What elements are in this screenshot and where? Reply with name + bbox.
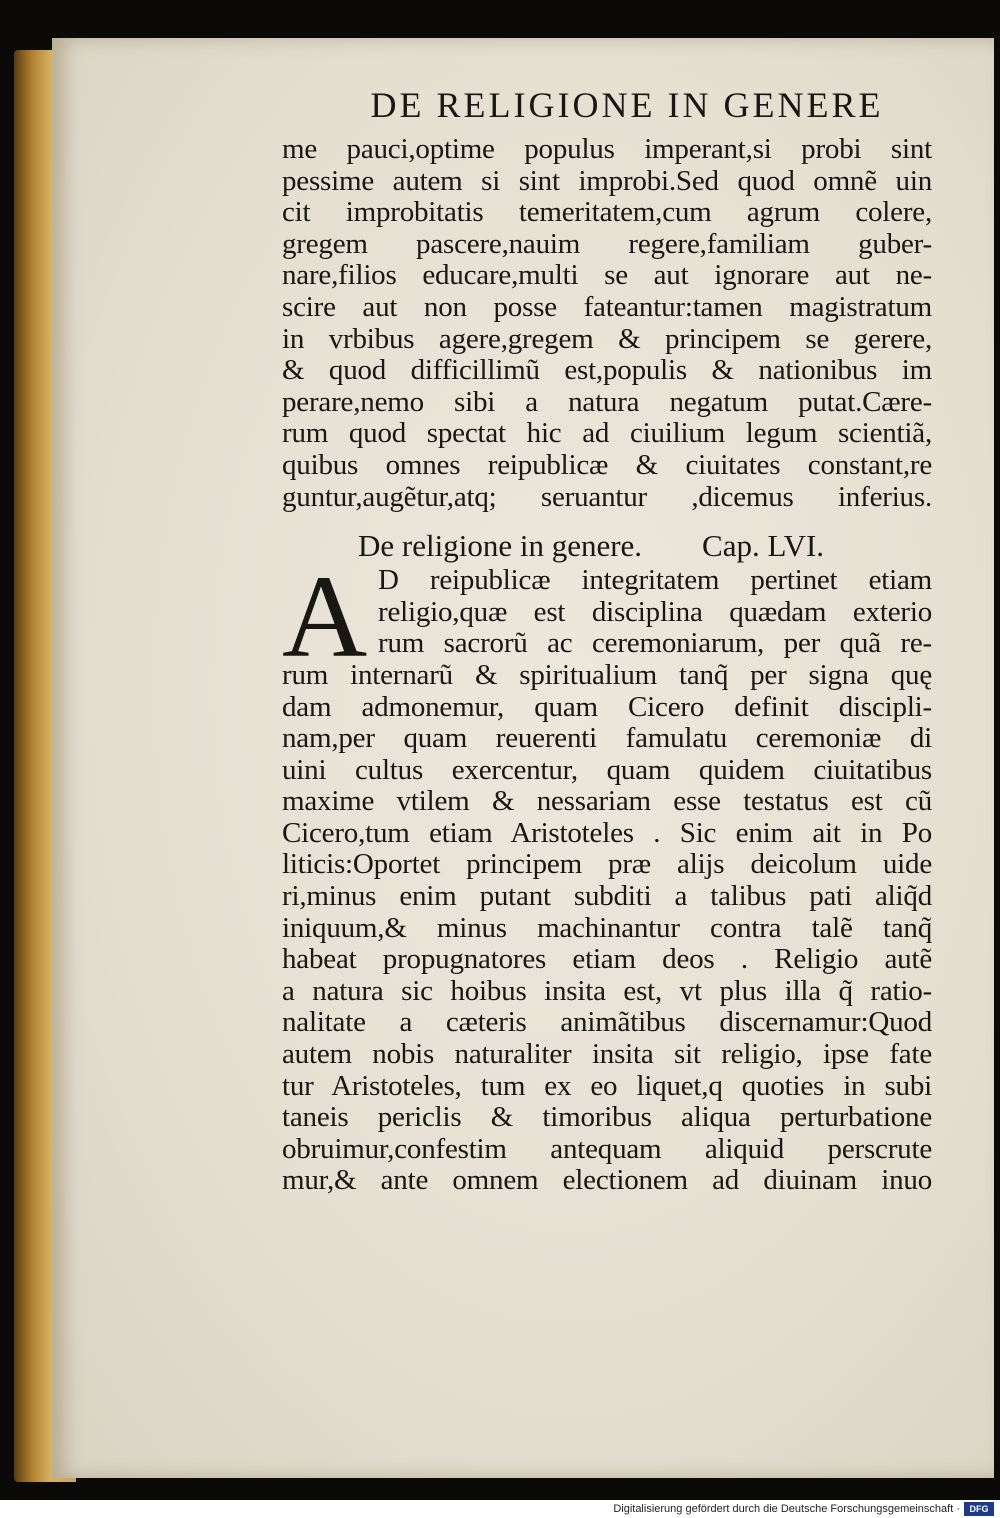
- running-head: DE RELIGIONE IN GENERE: [370, 85, 884, 125]
- text-line: taneis periclis & timoribus aliqua perturbatione: [282, 1101, 932, 1134]
- text-line: perare,nemo sibi a natura negatum putat.Cære-: [282, 385, 932, 418]
- text-line: nalitate a cæteris animãtibus discernamur:Quod: [282, 1006, 932, 1039]
- text-line: obruimur,confestim antequam aliquid perscrute: [282, 1132, 932, 1165]
- text-line: tur Aristoteles, tum ex eo liquet,q quoties in subi: [282, 1069, 932, 1102]
- paragraph-before-chapter: [282, 134, 932, 513]
- text-line: pessime autem si sint improbi.Sed quod omnẽ uin: [282, 164, 932, 197]
- text-line: scire aut non posse fateantur:tamen magistratum: [282, 290, 932, 323]
- text-line: autem nobis naturaliter insita sit religio, ipse fate: [282, 1038, 932, 1071]
- paragraph-lines: [282, 660, 932, 1197]
- chapter-number: Cap. LVI.: [702, 528, 825, 564]
- text-line: rum internarũ & spiritualium tanq̃ per signa quę: [282, 658, 932, 691]
- text-line: quibus omnes reipublicæ & ciuitates constant,re: [282, 448, 932, 481]
- chapter-paragraph: [282, 551, 932, 1197]
- text-line: cit improbitatis temeritatem,cum agrum colere,: [282, 196, 932, 229]
- text-line: religio,quæ est disciplina quædam exterio: [378, 595, 932, 628]
- text-line: ri,minus enim putant subditi a talibus pati aliq̃d: [282, 880, 932, 913]
- footer-credit: Digitalisierung gefördert durch die Deutsche Forschungsgemeinschaft ·: [613, 1503, 960, 1515]
- text-line: guntur,augẽtur,atq; seruantur ,dicemus inferius.: [282, 480, 932, 513]
- text-line: a natura sic hoibus insita est, vt plus illa q̃ ratio-: [282, 974, 932, 1007]
- chapter-title: De religione in genere.: [358, 528, 643, 564]
- text-line: rum sacrorũ ac ceremoniarum, per quã re-: [378, 627, 932, 660]
- text-line: iniquum,& minus machinantur contra talẽ tanq̃: [282, 911, 932, 944]
- text-block: [282, 76, 932, 1197]
- dfg-logo: DFG: [964, 1502, 994, 1516]
- text-line: nam,per quam reuerenti famulatu ceremoniæ di: [282, 722, 932, 755]
- text-line: liticis:Oportet principem præ alijs deicolum uide: [282, 848, 932, 881]
- text-line: mur,& ante omnem electionem ad diuinam inuo: [282, 1164, 932, 1197]
- text-line: Cicero,tum etiam Aristoteles . Sic enim ait in Po: [282, 816, 932, 849]
- text-line: me pauci,optime populus imperant,si probi sint: [282, 133, 932, 165]
- text-line: in vrbibus agere,gregem & principem se gerere,: [282, 322, 932, 355]
- text-line: maxime vtilem & nessariam esse testatus est cũ: [282, 785, 932, 818]
- text-line: & quod difficillimũ est,populis & nationibus im: [282, 354, 932, 387]
- initial-lines: [378, 565, 932, 660]
- text-line: habeat propugnatores etiam deos . Religio autẽ: [282, 943, 932, 976]
- text-line: uini cultus exercentur, quam quidem ciuitatibus: [282, 753, 932, 786]
- footer-bar: [0, 1500, 1000, 1518]
- text-line: dam admonemur, quam Cicero definit discipli-: [282, 690, 932, 723]
- text-line: D reipublicæ integritatem pertinet etiam: [378, 564, 932, 597]
- drop-initial: A: [282, 551, 368, 683]
- text-line: rum quod spectat hic ad ciuilium legum scientiã,: [282, 417, 932, 450]
- chapter-heading: [358, 527, 932, 565]
- text-line: gregem pascere,nauim regere,familiam guber-: [282, 227, 932, 260]
- text-line: nare,filios educare,multi se aut ignorare aut ne-: [282, 259, 932, 292]
